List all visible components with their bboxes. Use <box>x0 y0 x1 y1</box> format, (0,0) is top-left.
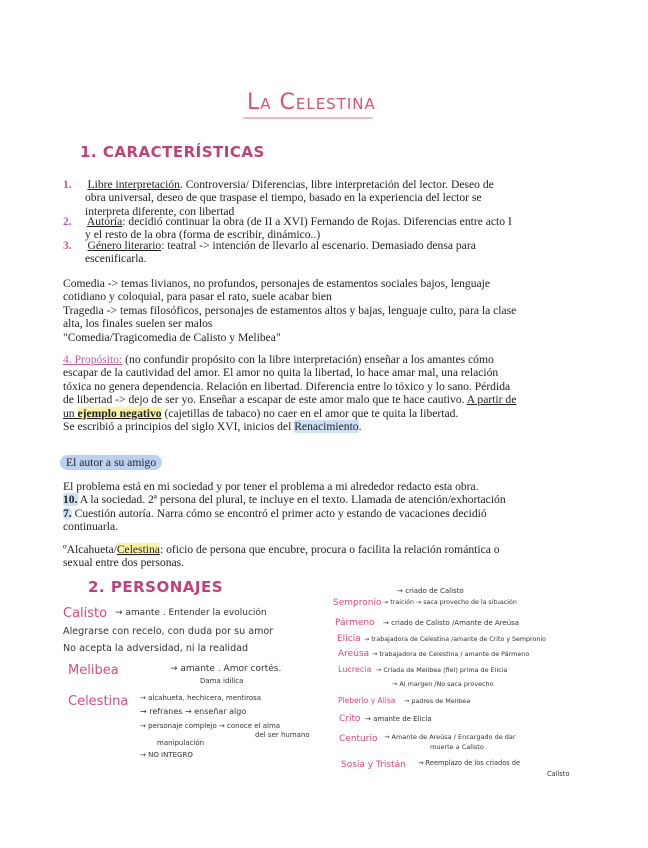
item-text: : decidió continuar la obra (de II a XVI) Fernando de Rojas. Diferencias entre acto I <box>122 215 512 228</box>
proposito-text: (no confundir propósito con la libre interpretación) enseñar a los amantes cómo <box>122 353 494 366</box>
celestina-desc: del ser humano <box>255 731 310 739</box>
item-text: obra universal, deseo de que traspase el tiempo, basado en la experiencia del lector se <box>85 191 482 205</box>
proposito-text: un <box>63 406 78 420</box>
autor-text: El problema está en mi sociedad y por tener el problema a mi alrededor redacto esta obra. <box>63 480 479 493</box>
character-crito: Crito <box>339 714 361 724</box>
celestina-desc: manipulación <box>157 739 205 747</box>
alcahueta-text: ºAlcahueta/ <box>63 543 117 556</box>
item-text: . Controversia/ Diferencias, libre interpretación del lector. Deseo de <box>179 178 494 191</box>
item-text: y el resto de la obra (forma de escribir, dinámico..) <box>85 228 321 242</box>
item-text: escenificarla. <box>85 252 147 266</box>
alcahueta-block <box>63 543 638 570</box>
centurio-desc: muerte a Calisto <box>430 743 484 751</box>
tragedia-line: alta, los finales suelen ser malos <box>63 317 213 331</box>
section-heading-personajes: 2. PERSONAJES <box>88 578 223 596</box>
item-number: 2. <box>63 215 72 228</box>
proposito-text: . <box>358 420 362 434</box>
item-term: Autoría <box>86 215 123 228</box>
character-melibea: Melibea <box>68 663 119 678</box>
celestina-highlight: Celestina <box>116 543 160 556</box>
character-areusa: Areúsa <box>338 649 370 659</box>
item-number: 1. <box>63 178 72 191</box>
proposito-text: escapar de la cautividad del amor. El amor no quita la libertad, lo hace amar mal, una relación <box>63 366 499 380</box>
proposito-label: 4. Propósito: <box>63 353 123 366</box>
autor-text: Cuestión autoría. Narra cómo se encontró el primer acto y estando de vacaciones decidió <box>71 506 487 520</box>
character-parmeno: Pármeno <box>335 618 375 628</box>
lucrecia-desc: → Al margen /No saca provecho <box>392 680 494 688</box>
renacimiento-highlight: Renacimiento <box>294 420 359 434</box>
sosia-desc: → Reemplazo de los criados de <box>418 759 521 767</box>
item-text: interpreta diferente, con libertad <box>85 204 235 218</box>
areusa-desc: → trabajadora de Celestina / amante de Pármeno <box>372 650 530 658</box>
item-2 <box>63 215 623 242</box>
character-centurio: Centurio <box>339 734 378 744</box>
character-celestina: Celestina <box>68 694 129 709</box>
proposito-block <box>63 353 633 433</box>
autor-number: 10. <box>63 493 78 507</box>
comedia-line: Comedia -> temas livianos, no profundos, personajes de estamentos sociales bajos, lenguaje <box>63 277 491 290</box>
character-pleberio-alisa: Pleberio y Alisa <box>338 696 396 705</box>
centurio-desc: → Amante de Areúsa / Encargado de dar <box>384 733 516 741</box>
item-term: Libre interpretación <box>87 178 180 191</box>
item-3 <box>63 239 623 266</box>
character-calisto: Calisto <box>63 606 108 621</box>
item-1 <box>63 178 623 218</box>
sosia-desc: Calisto <box>547 770 570 778</box>
item-text: : teatral -> intención de llevarlo al escenario. Demasiado densa para <box>161 239 476 252</box>
calisto-desc: Alegrarse con recelo, con duda por su amor <box>63 626 274 637</box>
celestina-desc: → NO INTEGRO <box>140 751 193 759</box>
autor-block <box>63 480 638 534</box>
sempronio-desc: → criado de Calisto <box>397 587 464 595</box>
tragicomedia-line: "Comedia/Tragicomedia de Calisto y Melibea" <box>63 330 281 344</box>
calisto-desc: No acepta la adversidad, ni la realidad <box>63 643 249 654</box>
proposito-text: de libertad -> dejo de ser yo. Enseñar a escapar de este amor malo que te hace cautivo. <box>63 393 467 407</box>
proposito-text: tóxica no genera dependencia. Relación en libertad. Diferencia entre lo tóxico y lo sano. Pérdida <box>63 379 511 393</box>
comedia-line: cotidiano y coloquial, para pasar el rato, suele acabar bien <box>63 290 332 304</box>
character-lucrecia: Lucrecia <box>338 665 372 674</box>
tragedia-line: Tragedia -> temas filosóficos, personajes de estamentos altos y bajas, lenguaje culto, para la clase <box>63 303 517 317</box>
calisto-desc: → amante . Entender la evolución <box>115 608 267 618</box>
proposito-text: Se escribió a principios del siglo XVI, inicios del <box>63 420 295 434</box>
celestina-desc: → alcahueta, hechicera, mentirosa <box>140 694 262 702</box>
proposito-text-underlined: A partir de <box>466 393 517 407</box>
alcahueta-text: : oficio de persona que encubre, procura o facilita la relación romántica o <box>159 543 500 556</box>
melibea-desc: Dama idílica <box>200 677 244 685</box>
melibea-desc: → amante . Amor cortés. <box>170 664 282 674</box>
autor-number: 7. <box>63 506 72 520</box>
item-number: 3. <box>63 239 72 252</box>
celestina-desc: → refranes → enseñar algo <box>140 707 247 716</box>
page-title: La Celestina <box>247 90 376 115</box>
autor-text: A la sociedad. 2ª persona del plural, te incluye en el texto. Llamada de atención/exhortación <box>77 493 506 507</box>
character-sosia-tristan: Sosia y Tristán <box>341 760 406 770</box>
autor-text: continuarla. <box>63 520 119 534</box>
celestina-desc: → personaje complejo → conoce el alma <box>140 722 281 730</box>
section-heading-caracteristicas: 1. CARACTERÍSTICAS <box>80 143 265 161</box>
ejemplo-negativo-highlight: ejemplo negativo <box>77 406 162 420</box>
title-underline <box>243 117 373 119</box>
comedia-tragedia-block <box>63 277 633 344</box>
pleberio-desc: → padres de Melibea <box>404 697 471 705</box>
item-term: Género literario <box>87 239 162 252</box>
parmeno-desc: → criado de Calisto /Amante de Areúsa <box>383 619 520 627</box>
character-elicia: Elicia <box>337 634 361 644</box>
elicia-desc: → trabajadora de Celestina /amante de Crito y Sempronio <box>364 636 546 643</box>
character-sempronio: Sempronio <box>333 598 382 608</box>
alcahueta-text: sexual entre dos personas. <box>63 556 185 570</box>
sempronio-desc: → traición → saca provecho de la situación <box>383 599 517 606</box>
proposito-text: (cajetillas de tabaco) no caer en el amor que te quita la libertad. <box>161 406 459 420</box>
crito-desc: → amante de Elicia <box>365 715 432 723</box>
autor-label <box>60 456 162 469</box>
autor-label-pill: El autor a su amigo <box>60 455 162 470</box>
lucrecia-desc: → Criada de Melibea (fiel) prima de Elicia <box>376 666 508 674</box>
